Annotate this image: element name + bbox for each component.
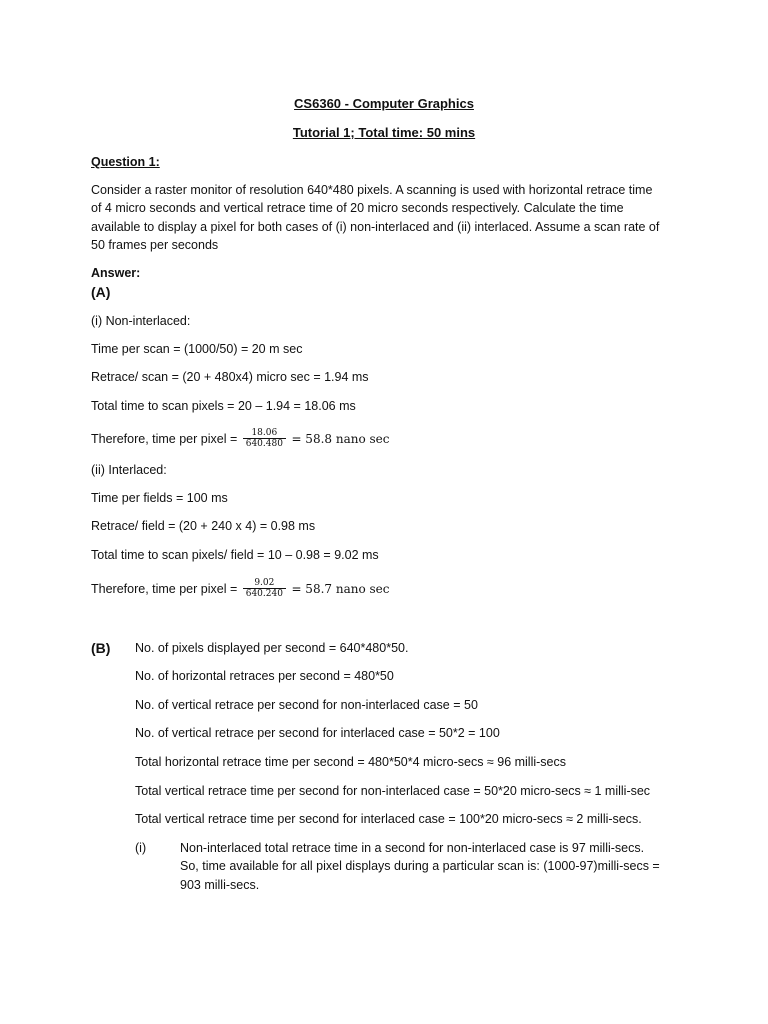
pixel-fraction: [243, 578, 286, 599]
part-b-line: No. of horizontal retraces per second = 480*50: [135, 669, 394, 683]
total-field-time: Total time to scan pixels/ field = 10 – 0.98 = 9.02 ms: [91, 548, 379, 562]
part-a-label: (A): [91, 284, 111, 300]
part-b-line: No. of pixels displayed per second = 640*480*50.: [135, 641, 409, 655]
pixel-result: = 58.7 nano sec: [291, 581, 390, 596]
question-line: of 4 micro seconds and vertical retrace time of 20 micro seconds respectively. Calculate the time: [91, 201, 624, 215]
course-title: CS6360 - Computer Graphics: [294, 96, 474, 111]
question-line: 50 frames per seconds: [91, 238, 219, 252]
total-scan-time: Total time to scan pixels = 20 – 1.94 = 18.06 ms: [91, 399, 356, 413]
non-interlaced-heading: (i) Non-interlaced:: [91, 314, 191, 328]
sub-item-line: So, time available for all pixel displays during a particular scan is: (1000-97)milli-secs =: [180, 859, 660, 873]
fraction-denominator: 640.240: [243, 588, 286, 599]
question-line: Consider a raster monitor of resolution 640*480 pixels. A scanning is used with horizontal retrace time: [91, 183, 653, 197]
time-per-scan: Time per scan = (1000/50) = 20 m sec: [91, 342, 303, 356]
retrace-per-scan: Retrace/ scan = (20 + 480x4) micro sec = 1.94 ms: [91, 370, 369, 384]
time-per-pixel-interlaced: [91, 579, 389, 600]
retrace-per-field: Retrace/ field = (20 + 240 x 4) = 0.98 ms: [91, 519, 316, 533]
fraction-numerator: 9.02: [254, 578, 275, 588]
part-b-line: Total vertical retrace time per second for interlaced case = 100*20 micro-secs ≈ 2 milli-secs.: [135, 812, 642, 826]
part-b-line: Total vertical retrace time per second for non-interlaced case = 50*20 micro-secs ≈ 1 milli-sec: [135, 784, 651, 798]
answer-label: Answer:: [91, 266, 141, 280]
part-b-label: (B): [91, 640, 111, 656]
tutorial-title: Tutorial 1; Total time: 50 mins: [292, 125, 476, 140]
sub-item-line: Non-interlaced total retrace time in a second for non-interlaced case is 97 milli-secs.: [180, 841, 645, 855]
fraction-denominator: 640.480: [243, 438, 286, 449]
sub-item-line: 903 milli-secs.: [180, 878, 260, 892]
part-b-line: No. of vertical retrace per second for interlaced case = 50*2 = 100: [135, 726, 500, 740]
time-per-fields: Time per fields = 100 ms: [91, 491, 228, 505]
pixel-formula-prefix: Therefore, time per pixel =: [91, 431, 238, 446]
fraction-numerator: 18.06: [251, 428, 278, 438]
part-b-line: Total horizontal retrace time per second = 480*50*4 micro-secs ≈ 96 milli-secs: [135, 755, 567, 769]
interlaced-heading: (ii) Interlaced:: [91, 463, 167, 477]
pixel-result: = 58.8 nano sec: [291, 431, 390, 446]
question-line: available to display a pixel for both cases of (i) non-interlaced and (ii) interlaced. Assume a scan rate of: [91, 220, 660, 234]
pixel-fraction: [243, 428, 286, 449]
pixel-formula-prefix: Therefore, time per pixel =: [91, 581, 238, 596]
question-label: Question 1:: [91, 155, 160, 169]
part-b-line: No. of vertical retrace per second for non-interlaced case = 50: [135, 698, 478, 712]
sub-item-label: (i): [135, 841, 147, 855]
time-per-pixel-non-interlaced: [91, 429, 389, 450]
